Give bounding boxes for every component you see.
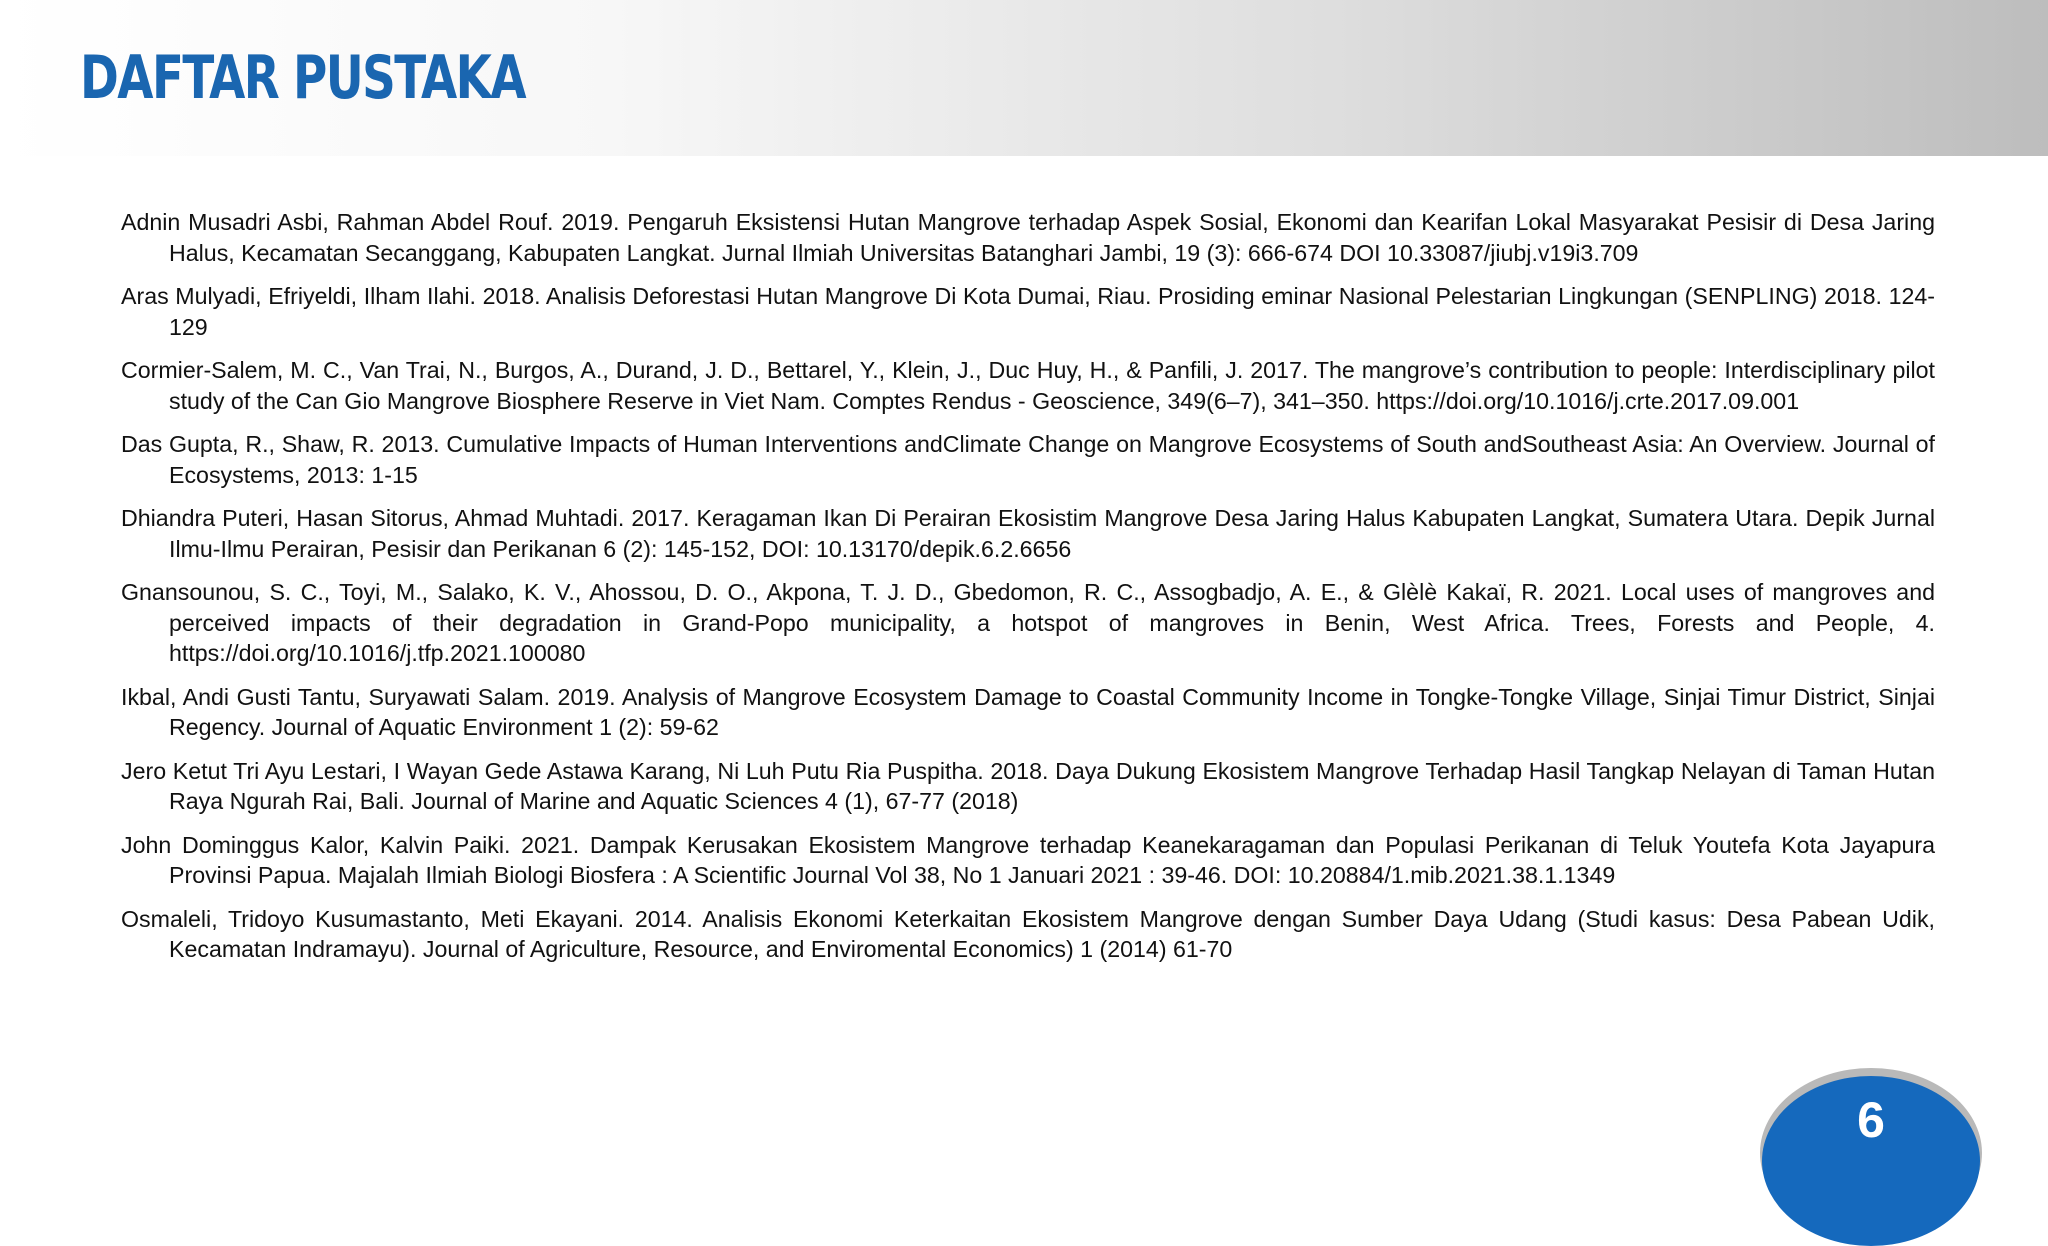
reference-list bbox=[121, 207, 1935, 978]
reference-item: Jero Ketut Tri Ayu Lestari, I Wayan Gede Astawa Karang, Ni Luh Putu Ria Puspitha. 2018. Daya Dukung Ekosistem Mangrove Terhadap Hasil Tangkap Nelayan di Taman Hutan Raya Ngurah Rai, Bali. Journal of Marine and Aquatic Sciences 4 (1), 67-77 (2018) bbox=[121, 757, 1935, 814]
reference-item: Osmaleli, Tridoyo Kusumastanto, Meti Ekayani. 2014. Analisis Ekonomi Keterkaitan Ekosistem Mangrove dengan Sumber Daya Udang (Studi kasus: Desa Pabean Udik, Kecamatan Indramayu). Journal of Agriculture, Resource, and Enviromental Economics) 1 (2014) 61-70 bbox=[121, 905, 1935, 962]
page-number: 6 bbox=[1857, 1092, 1885, 1148]
reference-item: Das Gupta, R., Shaw, R. 2013. Cumulative Impacts of Human Interventions andClimate Change on Mangrove Ecosystems of South andSoutheast Asia: An Overview. Journal of Ecosystems, 2013: 1-15 bbox=[121, 431, 1935, 488]
reference-item: Dhiandra Puteri, Hasan Sitorus, Ahmad Muhtadi. 2017. Keragaman Ikan Di Perairan Ekosistim Mangrove Desa Jaring Halus Kabupaten Langkat, Sumatera Utara. Depik Jurnal Ilmu-Ilmu Perairan, Pesisir dan Perikanan 6 (2): 145-152, DOI: 10.13170/depik.6.2.6656 bbox=[121, 505, 1935, 562]
page-title: DAFTAR PUSTAKA bbox=[80, 43, 526, 113]
reference-item: John Dominggus Kalor, Kalvin Paiki. 2021. Dampak Kerusakan Ekosistem Mangrove terhadap Keanekaragaman dan Populasi Perikanan di Teluk Youtefa Kota Jayapura Provinsi Papua. Majalah Ilmiah Biologi Biosfera : A Scientific Journal Vol 38, No 1 Januari 2021 : 39-46. DOI: 10.20884/1.mib.2021.38.1.1349 bbox=[121, 831, 1935, 888]
reference-item: Adnin Musadri Asbi, Rahman Abdel Rouf. 2019. Pengaruh Eksistensi Hutan Mangrove terhadap Aspek Sosial, Ekonomi dan Kearifan Lokal Masyarakat Pesisir di Desa Jaring Halus, Kecamatan Secanggang, Kabupaten Langkat. Jurnal Ilmiah Universitas Batanghari Jambi, 19 (3): 666-674 DOI 10.33087/jiubj.v19i3.709 bbox=[121, 209, 1935, 266]
reference-item: Cormier-Salem, M. C., Van Trai, N., Burgos, A., Durand, J. D., Bettarel, Y., Klein, J., Duc Huy, H., & Panfili, J. 2017. The mangrove’s contribution to people: Interdisciplinary pilot study of the Can Gio Mangrove Biosphere Reserve in Viet Nam. Comptes Rendus - Geoscience, 349(6–7), 341–350. https://doi.org/10.1016/j.crte.2017.09.001 bbox=[121, 357, 1935, 414]
reference-item: Gnansounou, S. C., Toyi, M., Salako, K. V., Ahossou, D. O., Akpona, T. J. D., Gbedomon, R. C., Assogbadjo, A. E., & Glèlè Kakaï, R. 2021. Local uses of mangroves and perceived impacts of their degradation in Grand-Popo municipality, a hotspot of mangroves in Benin, West Africa. Trees, Forests and People, 4. https://doi.org/10.1016/j.tfp.2021.100080 bbox=[121, 579, 1935, 666]
reference-item: Ikbal, Andi Gusti Tantu, Suryawati Salam. 2019. Analysis of Mangrove Ecosystem Damage to Coastal Community Income in Tongke-Tongke Village, Sinjai Timur District, Sinjai Regency. Journal of Aquatic Environment 1 (2): 59-62 bbox=[121, 683, 1935, 740]
reference-item: Aras Mulyadi, Efriyeldi, Ilham Ilahi. 2018. Analisis Deforestasi Hutan Mangrove Di Kota Dumai, Riau. Prosiding eminar Nasional Pelestarian Lingkungan (SENPLING) 2018. 124-129 bbox=[121, 283, 1935, 340]
